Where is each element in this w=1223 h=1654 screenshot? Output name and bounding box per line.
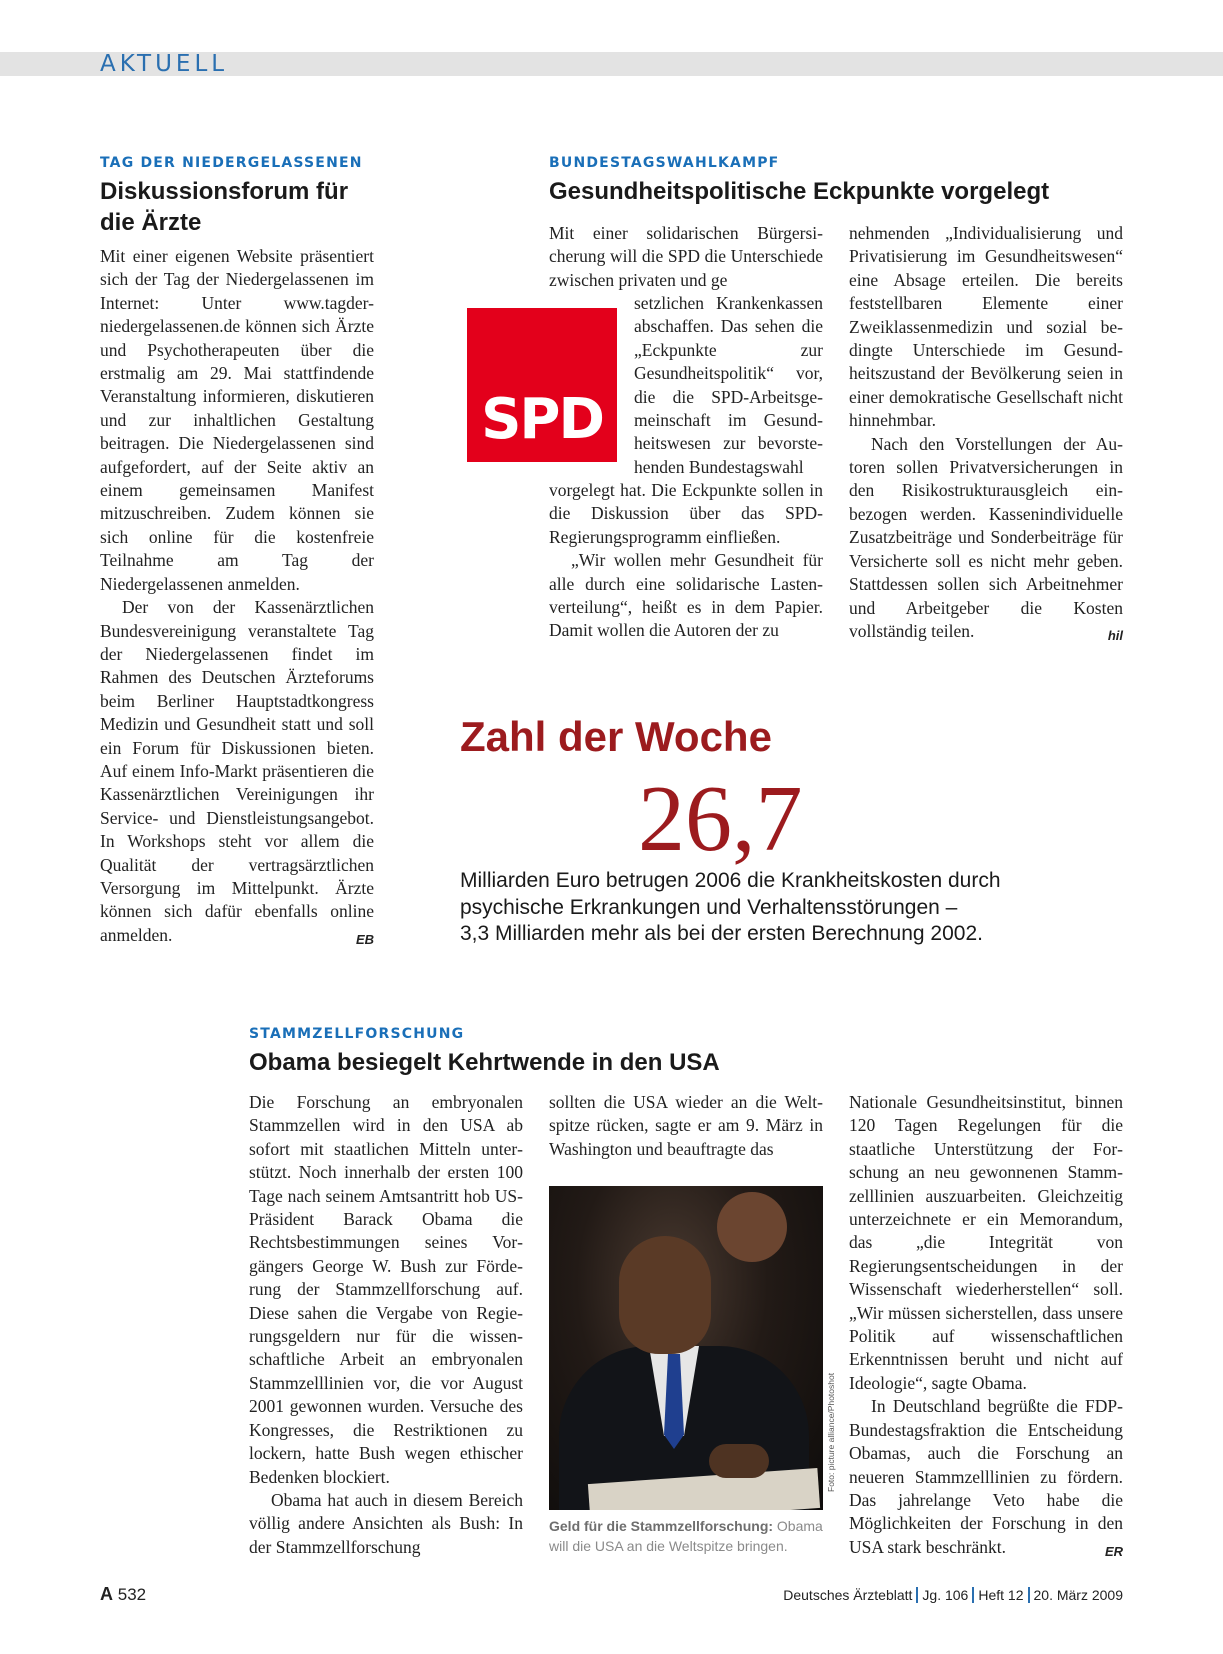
photo-background-hand [717, 1192, 787, 1262]
photo-credit: Foto: picture alliance/Photoshot [826, 1372, 836, 1492]
spd-logo [467, 308, 617, 462]
journal-issue: Heft 12 [978, 1587, 1024, 1603]
article3-col1-paragraph-1: Die Forschung an embryonalen Stammzellen wird in den USA ab sofort mit staatlichen Mitteln unterstützt. Noch innerhalb der ersten 100 Tage nach seinem Amtsantritt hob US-Präsident Barack Obama die Rechtsbestimmungen seines Vorgängers George W. Bush zur Förderung der Stammzellforschung auf. Diese sahen die Vergabe von Regierungsgeldern nur für die wissenschaftliche Arbeit an embryonalen Stammzelllinien vor, die vor August 2001 gewonnen wurden. Versuche des Kongresses, die Restriktionen zu lockern, hatte Bush wegen ethischer Bedenken blockiert. [249, 1092, 523, 1487]
zahl-der-woche-title: Zahl der Woche [460, 713, 772, 760]
article2-col1-wrap: setzlichen Krankenkassen abschaffen. Das sehen die „Eckpunkte zur Gesundheitspolitik“ vor, die die SPD-Arbeitsgemeinschaft im Gesundheitswesen zur bevorstehenden Bundestagswahl [634, 293, 823, 477]
zahl-der-woche-caption [460, 868, 1080, 948]
journal-info [783, 1587, 1123, 1603]
page-prefix: A [100, 1584, 113, 1604]
journal-date: 20. März 2009 [1033, 1587, 1123, 1603]
article1-headline-line2: die Ärzte [100, 209, 202, 236]
photo-hand [709, 1444, 769, 1478]
zahl-der-woche-number: 26,7 [638, 767, 803, 871]
photo-caption [549, 1516, 829, 1556]
page-number [100, 1584, 146, 1605]
article2-col1-paragraph-2: „Wir wollen mehr Gesundheit für alle durch eine solidarische Lastenverteilung“, heißt es in dem Papier. Damit wollen die Autoren der zu [549, 550, 823, 641]
article1-signature: EB [355, 931, 374, 947]
zahl-caption-line3: 3,3 Milliarden mehr als bei der ersten Berechnung 2002. [460, 922, 983, 945]
photo-caption-bold: Geld für die Stammzellforschung: [549, 1518, 774, 1534]
photo-face [619, 1236, 711, 1354]
article2-col2-paragraph-2-text: Nach den Vorstellungen der Autoren sollen Privatversicherungen in den Risikostrukturausgleich einbezogen werden. Kassenindividuelle Zusatzbeiträge und Sonderbeiträge für Versicherte soll es nicht mehr geben. Stattdessen sollen sich Arbeitnehmer und Arbeitgeber die Kosten vollständig teilen. [849, 433, 1123, 641]
article1-body [100, 245, 374, 951]
article3-col3-paragraph-2-text: In Deutschland begrüßte die FDP-Bundestagsfraktion die Entscheidung Obamas, auch die Forschung an neueren Stammzelllinien zu fördern. Das jahrelange Veto habe die Möglichkeiten der Forschung in den USA stark beschränkt. [849, 1396, 1123, 1557]
article1-headline [100, 176, 348, 238]
article1-paragraph-2 [100, 596, 374, 947]
article2-headline: Gesundheitspolitische Eckpunkte vorgelegt [549, 178, 1050, 205]
article2-col2-paragraph-2 [849, 433, 1123, 644]
article3-col1 [249, 1091, 523, 1559]
footer-separator [972, 1587, 974, 1603]
article1-kicker: TAG DER NIEDERGELASSENEN [100, 155, 363, 171]
section-label: AKTUELL [100, 51, 229, 77]
photo-caption-text: Obama will die USA an die Weltspitze bringen. [549, 1518, 823, 1554]
zahl-caption-line1: Milliarden Euro betrugen 2006 die Krankheitskosten durch [460, 869, 1001, 892]
article3-col3-paragraph-1: Nationale Gesundheitsinstitut, binnen 120 Tagen Regelungen für die staatliche Unterstützung der Forschung an neu gewonnenen Stammzelllinien auszuarbeiten. Gleichzeitig unterzeichnete er ein Memorandum, das „die Integrität von Regierungsentscheidungen in der Wissenschaft wiederherstellen“ soll. „Wir müssen sicherstellen, dass unsere Politik auf wissenschaftlichen Erkenntnissen beruht und nicht auf Ideologie“, sagte Obama. [849, 1092, 1123, 1393]
article2-col1-paragraph-1: vorgelegt hat. Die Eckpunkte sollen in die Diskussion über das SPD-Regierungsprogramm einfließen. [549, 480, 823, 547]
article3-kicker: STAMMZELLFORSCHUNG [249, 1026, 465, 1042]
article2-col2-paragraph-1: nehmenden „Individualisierung und Privatisierung im Gesundheitswesen“ eine Absage erteilen. Die bereits feststellbaren Elemente einer Zweiklassenmedizin und sozial bedingte Unterschiede im Gesundheitszustand der Bevölkerung seien in einer demokratische Gesellschaft nicht hinnehmbar. [849, 223, 1123, 431]
footer-separator [1028, 1587, 1030, 1603]
article3-col3-paragraph-2 [849, 1395, 1123, 1559]
article3-col2: sollten die USA wieder an die Weltspitze rücken, sagte er am 9. März in Washington und beauftragte das [549, 1092, 823, 1159]
article3-col3 [849, 1091, 1123, 1563]
obama-photo [549, 1186, 823, 1510]
article2-kicker: BUNDESTAGSWAHLKAMPF [549, 155, 780, 171]
article2-signature: hil [1107, 627, 1123, 643]
journal-name: Deutsches Ärzteblatt [783, 1587, 913, 1603]
zahl-caption-line2: psychische Erkrankungen und Verhaltensstörungen – [460, 895, 958, 919]
article1-paragraph-1: Mit einer eigenen Website präsentiert sich der Tag der Niedergelassenen im Internet: Unter www.tagder-niedergelassenen.de können sich Ärzte und Psychotherapeuten über die erstmalig am 29. Mai stattfindende Veranstaltung informieren, diskutieren und zur inhaltlichen Gestaltung beitragen. Die Niedergelassenen sind aufgefordert, auf der Seite aktiv an einem gemeinsamen Manifest mitzuschreiben. Zudem können sie sich online für die kostenfreie Teilnahme am Tag der Niedergelassenen anmelden. [100, 246, 374, 594]
article3-signature: ER [1104, 1543, 1123, 1559]
spd-logo-text: SPD [481, 387, 603, 452]
article2-col1-top: Mit einer solidarischen Bürgersicherung will die SPD die Unterschiede zwischen privaten und ge [549, 223, 823, 290]
article1-paragraph-2-text: Der von der Kassenärztlichen Bundesvereinigung veranstaltete Tag der Niedergelassenen findet im Rahmen des Deutschen Ärzteforums beim Berliner Hauptstadtkongress Medizin und Gesundheit statt und soll ein Forum für Diskussionen bieten. Auf einem Info-Markt präsentieren die Kassenärztlichen Vereinigungen ihr Service- und Dienstleistungsangebot. In Workshops steht vor allem die Qualität der vertragsärztlichen Versorgung im Mittelpunkt. Ärzte können sich dafür ebenfalls online anmelden. [100, 597, 374, 945]
article1-headline-line1: Diskussionsforum für [100, 178, 349, 205]
page-number-value: 532 [117, 1585, 147, 1604]
article2-col1-bottom [549, 479, 823, 643]
article2-col2 [849, 222, 1123, 647]
article3-col1-paragraph-2: Obama hat auch in diesem Bereich völlig andere Ansichten als Bush: In der Stammzellforschung [249, 1489, 523, 1557]
journal-volume: Jg. 106 [922, 1587, 969, 1603]
article3-headline: Obama besiegelt Kehrtwende in den USA [249, 1049, 720, 1076]
footer-separator [916, 1587, 918, 1603]
